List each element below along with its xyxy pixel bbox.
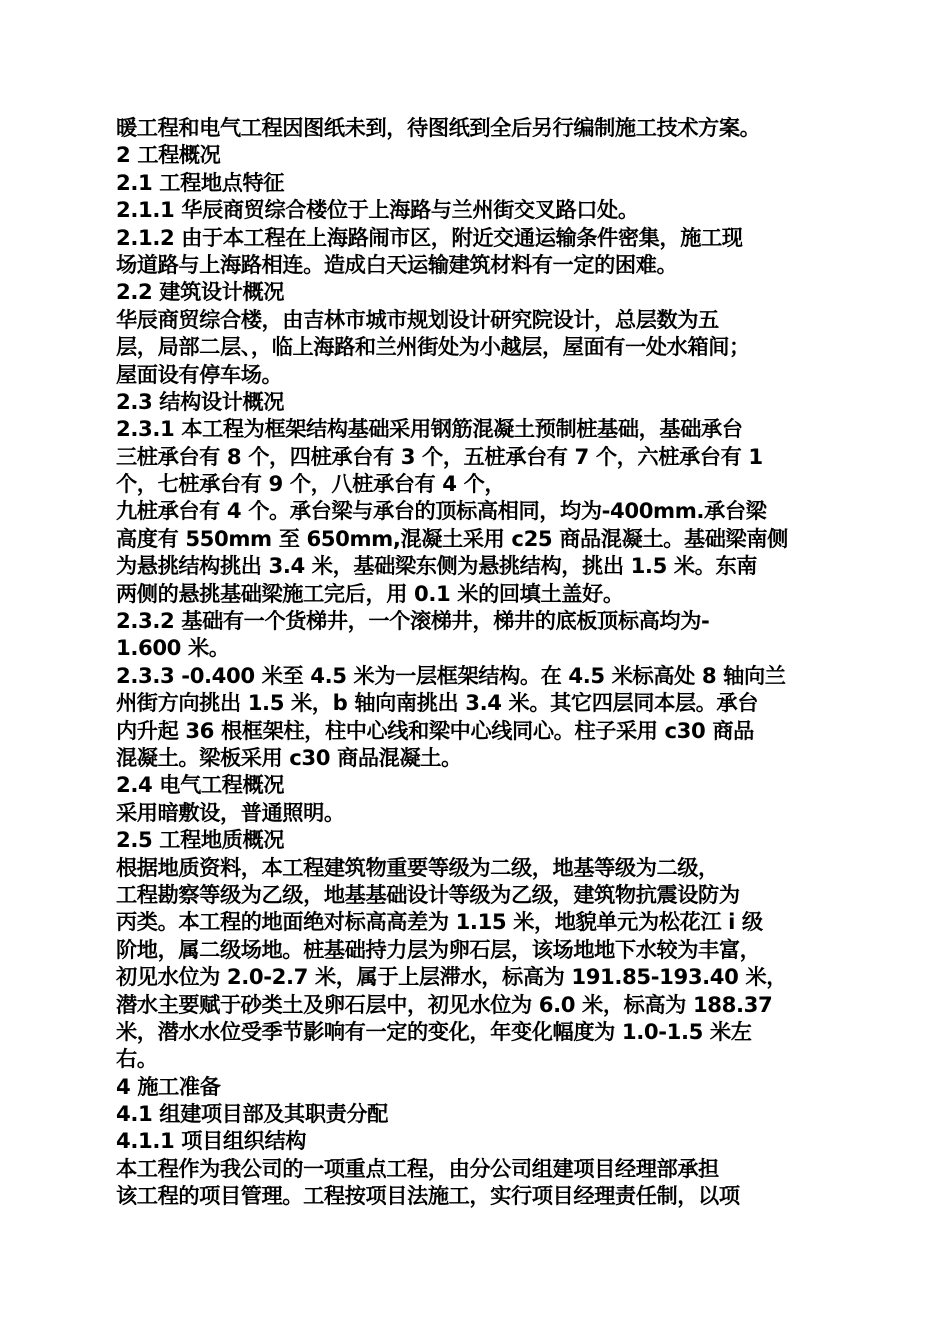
text-line: 该工程的项目管理。工程按项目法施工，实行项目经理责任制，以项 <box>116 1183 740 1209</box>
text-line: 2.3.3 -0.400 米至 4.5 米为一层框架结构。在 4.5 米标高处 8 轴向兰 <box>116 662 786 688</box>
section-heading: 4.1 组建项目部及其职责分配 <box>116 1101 388 1127</box>
section-heading: 4 施工准备 <box>116 1073 221 1099</box>
document-body <box>116 114 856 1210</box>
section-heading: 4.1.1 项目组织结构 <box>116 1128 307 1154</box>
text-line: 潜水主要赋于砂类土及卵石层中，初见水位为 6.0 米，标高为 188.37 <box>116 991 773 1017</box>
section-heading: 2.2 建筑设计概况 <box>116 279 285 305</box>
text-line: 2.1.2 由于本工程在上海路闹市区，附近交通运输条件密集，施工现 <box>116 224 743 250</box>
text-line: 高度有 550mm 至 650mm,混凝土采用 c25 商品混凝土。基础梁南侧 <box>116 525 788 551</box>
text-line: 场道路与上海路相连。造成白天运输建筑材料有一定的困难。 <box>116 251 678 277</box>
section-heading: 2.1 工程地点特征 <box>116 169 285 195</box>
text-line: 阶地，属二级场地。桩基础持力层为卵石层，该场地地下水较为丰富， <box>116 936 761 962</box>
text-line: 华辰商贸综合楼，由吉林市城市规划设计研究院设计，总层数为五 <box>116 306 719 332</box>
text-line: 丙类。本工程的地面绝对标高高差为 1.15 米，地貌单元为松花江 i 级 <box>116 909 763 935</box>
text-line: 个，七桩承台有 9 个，八桩承台有 4 个， <box>116 471 506 497</box>
section-heading: 2.5 工程地质概况 <box>116 827 285 853</box>
text-line: 层，局部二层、，临上海路和兰州街处为小越层，屋面有一处水箱间； <box>116 334 750 360</box>
text-line: 两侧的悬挑基础梁施工完后，用 0.1 米的回填土盖好。 <box>116 580 624 606</box>
text-line: 工程勘察等级为乙级，地基基础设计等级为乙级，建筑物抗震设防为 <box>116 881 740 907</box>
section-heading: 2 工程概况 <box>116 142 221 168</box>
text-line: 为悬挑结构挑出 3.4 米，基础梁东侧为悬挑结构，挑出 1.5 米。东南 <box>116 553 758 579</box>
section-heading: 2.3 结构设计概况 <box>116 388 285 414</box>
text-line: 1.600 米。 <box>116 635 230 661</box>
text-line: 混凝土。梁板采用 c30 商品混凝土。 <box>116 744 462 770</box>
text-line: 屋面设有停车场。 <box>116 361 283 387</box>
text-line: 2.3.1 本工程为框架结构基础采用钢筋混凝土预制桩基础，基础承台 <box>116 416 743 442</box>
text-line: 暖工程和电气工程因图纸未到，待图纸到全后另行编制施工技术方案。 <box>116 115 761 140</box>
text-line: 内升起 36 根框架柱，柱中心线和梁中心线同心。柱子采用 c30 商品 <box>116 717 754 743</box>
text-line: 州街方向挑出 1.5 米，b 轴向南挑出 3.4 米。其它四层同本层。承台 <box>116 690 759 716</box>
text-line: 米，潜水水位受季节影响有一定的变化，年变化幅度为 1.0-1.5 米左 <box>116 1018 752 1044</box>
text-line: 三桩承台有 8 个，四桩承台有 3 个，五桩承台有 7 个，六桩承台有 1 <box>116 443 763 469</box>
text-line: 采用暗敷设，普通照明。 <box>116 799 345 825</box>
text-line: 九桩承台有 4 个。承台梁与承台的顶标高相同，均为-400mm.承台梁 <box>116 498 767 524</box>
text-line: 本工程作为我公司的一项重点工程，由分公司组建项目经理部承担 <box>116 1155 719 1181</box>
text-line: 2.1.1 华辰商贸综合楼位于上海路与兰州街交叉路口处。 <box>116 197 639 223</box>
text-line: 2.3.2 基础有一个货梯井，一个滚梯井，梯井的底板顶标高均为- <box>116 608 710 634</box>
text-line: 右。 <box>116 1046 158 1072</box>
text-line: 初见水位为 2.0-2.7 米，属于上层滞水，标高为 191.85-193.40 米， <box>116 964 788 990</box>
section-heading: 2.4 电气工程概况 <box>116 772 285 798</box>
text-line: 根据地质资料，本工程建筑物重要等级为二级，地基等级为二级， <box>116 854 719 880</box>
